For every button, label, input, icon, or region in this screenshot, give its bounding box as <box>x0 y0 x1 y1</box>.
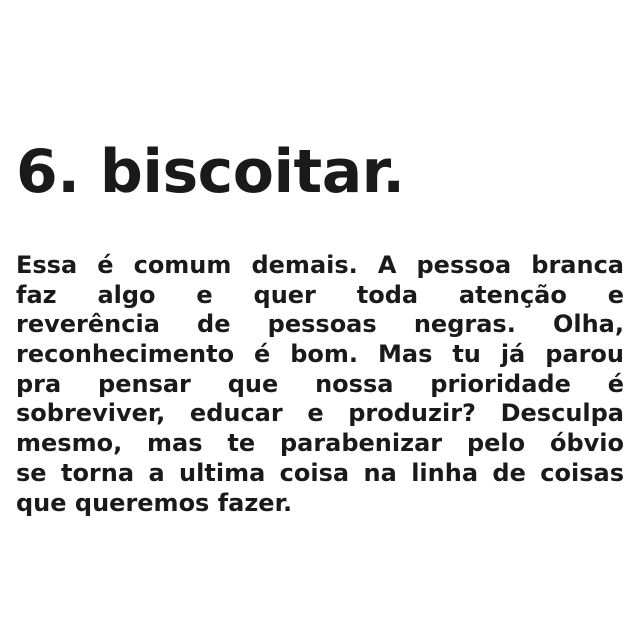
body-line: pra pensar que nossa prioridade é <box>16 369 624 398</box>
body-line: Essa é comum demais. A pessoa branca <box>16 251 624 279</box>
body-line: reverência de pessoas negras. Olha, <box>16 310 624 339</box>
body-line: mesmo, mas te parabenizar pelo óbvio <box>16 429 624 458</box>
post-title: 6. biscoitar. <box>16 137 405 207</box>
body-line: sobreviver, educar e produzir? Desculpa <box>16 399 624 428</box>
body-line-last: que queremos fazer. <box>16 488 293 517</box>
body-line: se torna a ultima coisa na linha de coisas <box>16 458 624 487</box>
body-line: faz algo e quer toda atenção e <box>16 280 624 309</box>
body-line: reconhecimento é bom. Mas tu já parou <box>16 340 624 369</box>
post-body <box>16 251 624 518</box>
